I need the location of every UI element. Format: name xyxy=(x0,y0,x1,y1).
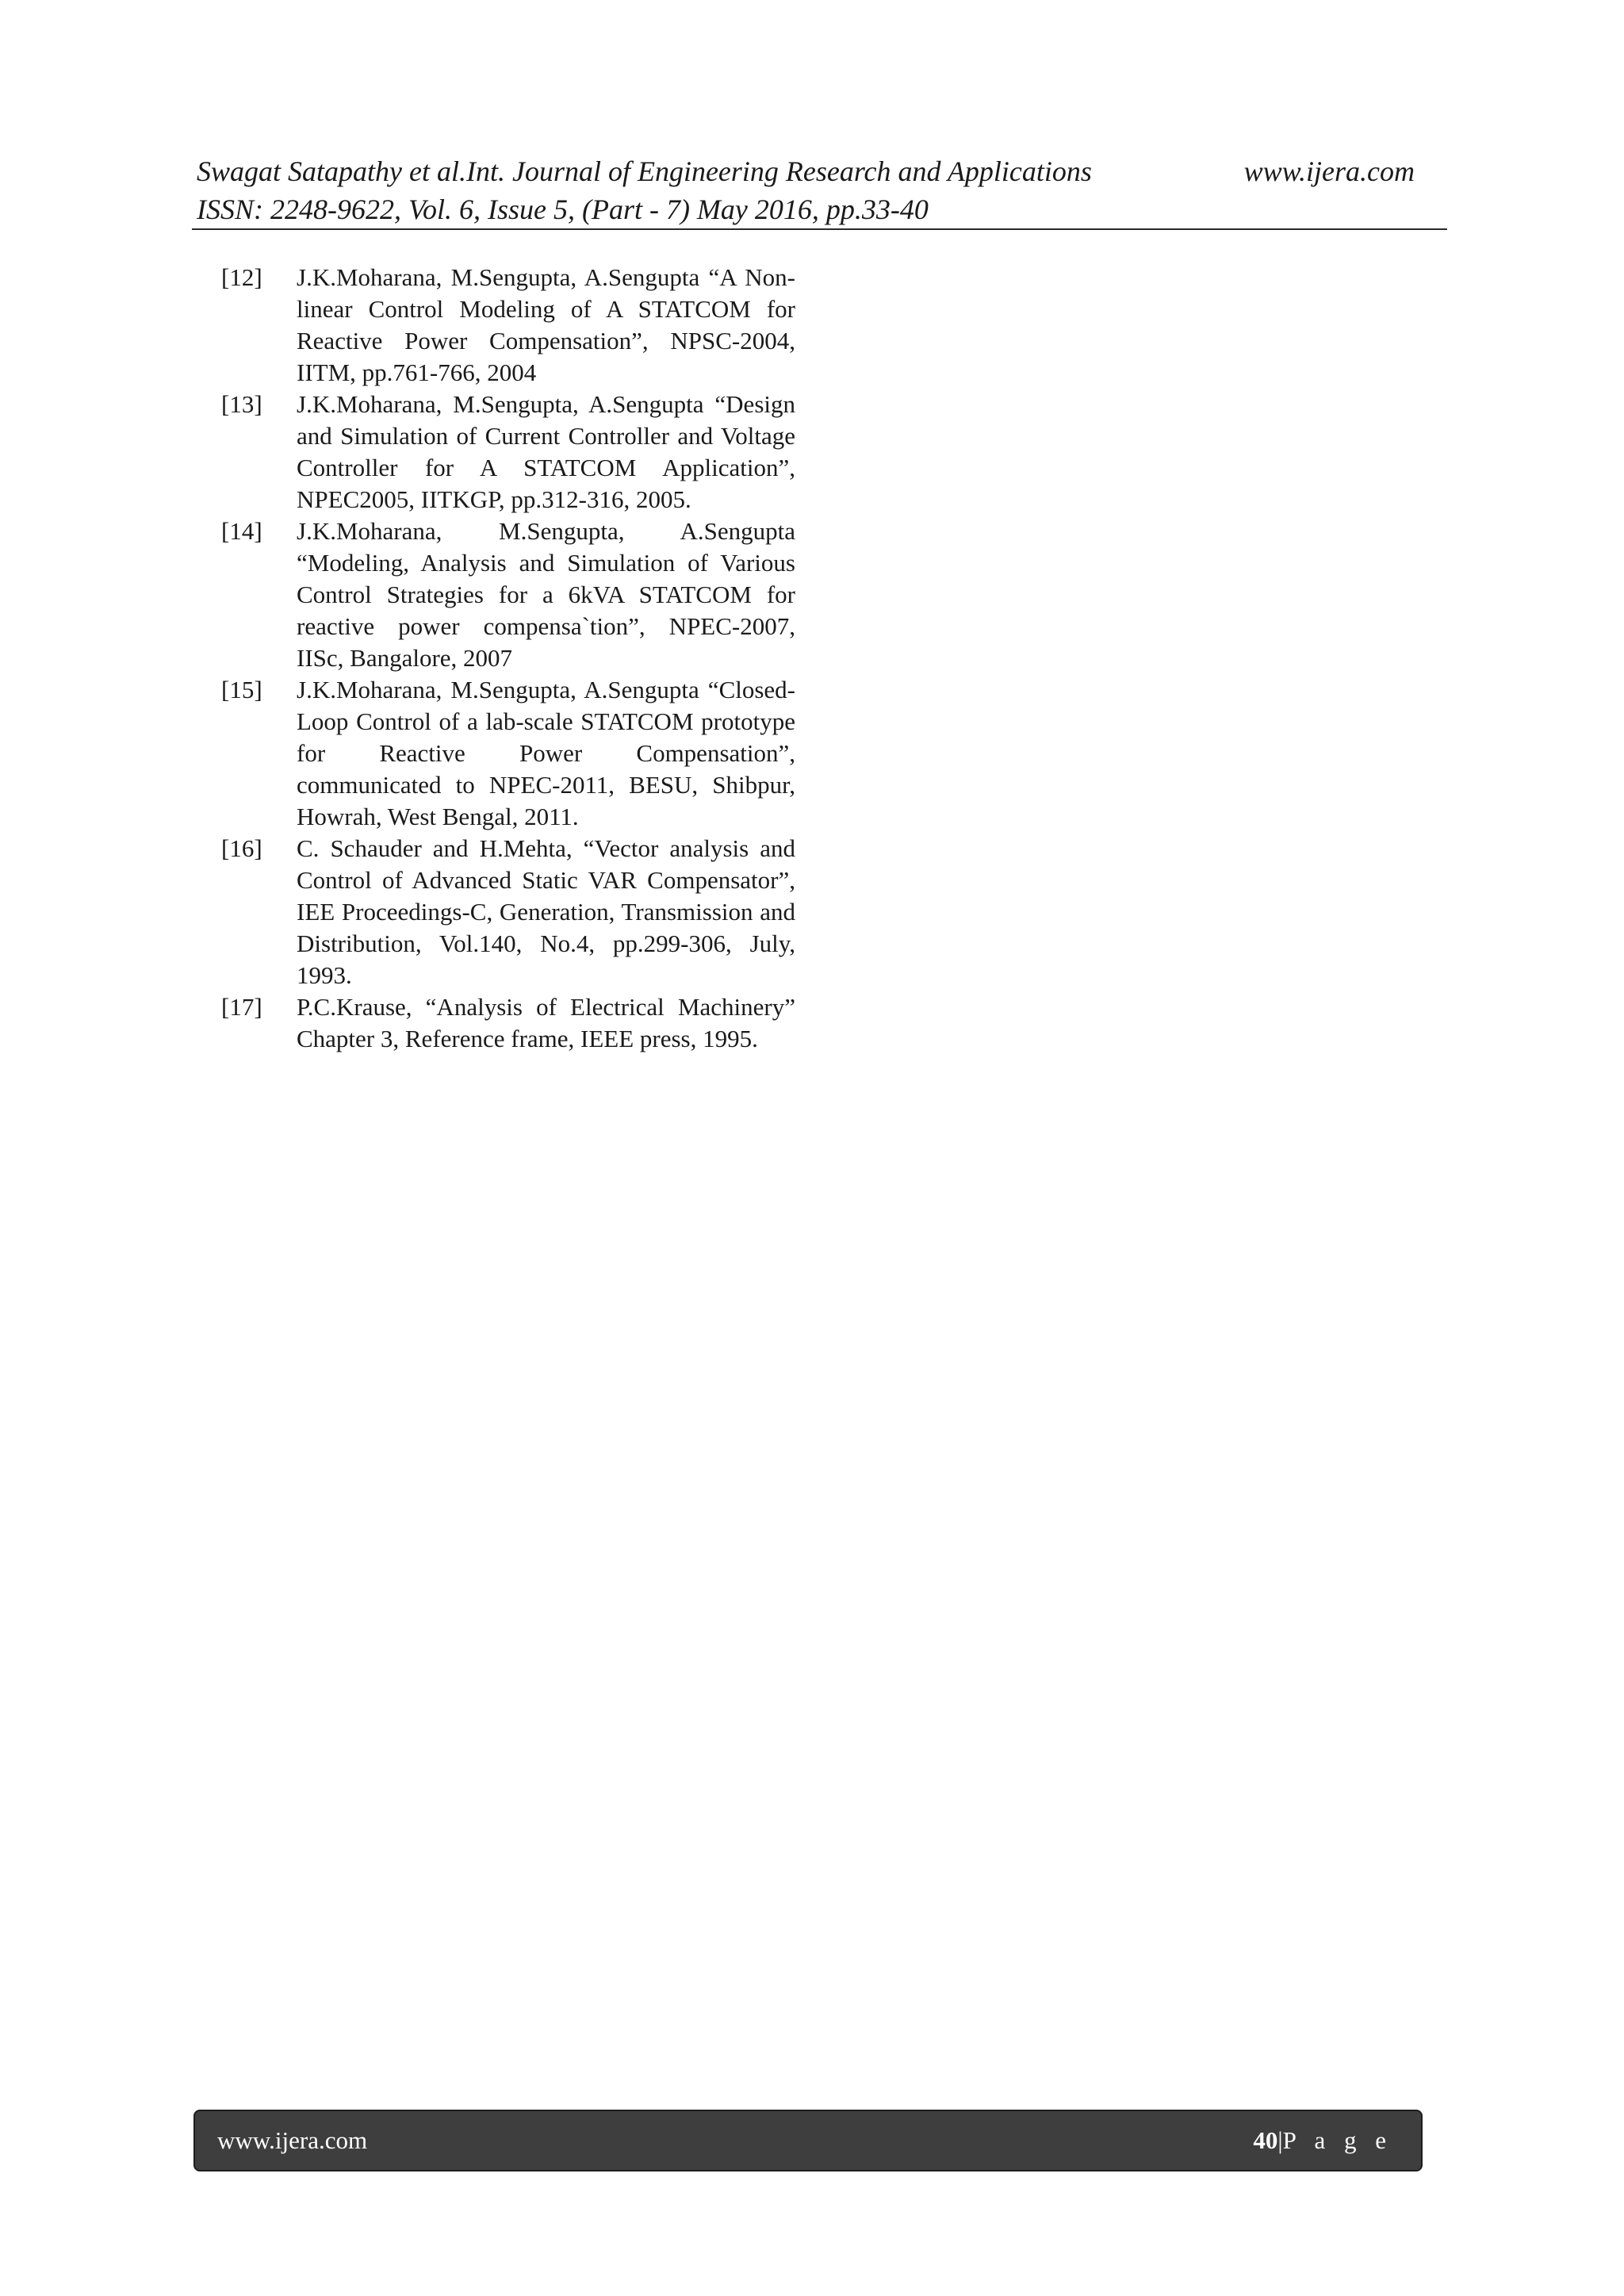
reference-item xyxy=(221,833,795,991)
reference-item xyxy=(221,516,795,674)
reference-text: J.K.Moharana, M.Sengupta, A.Sengupta “Modeling, Analysis and Simulation of Various Control Strategies for a 6kVA STATCOM for reactive power compensa`tion”, NPEC-2007, IISc, Bangalore, 2007 xyxy=(297,517,795,672)
page-number: 40 xyxy=(1253,2126,1278,2154)
reference-list xyxy=(221,262,795,1055)
reference-number: [16] xyxy=(221,834,262,862)
page-separator: | xyxy=(1277,2126,1283,2154)
page-header xyxy=(197,152,1415,228)
reference-item xyxy=(221,262,795,389)
page-indicator xyxy=(1253,2126,1392,2155)
reference-item xyxy=(221,389,795,516)
reference-number: [12] xyxy=(221,263,262,291)
issn-line: ISSN: 2248-9622, Vol. 6, Issue 5, (Part - 7) May 2016, pp.33-40 xyxy=(197,194,929,225)
journal-title: Swagat Satapathy et al.Int. Journal of Engineering Research and Applications xyxy=(197,155,1092,187)
page-label: P a g e xyxy=(1282,2126,1392,2154)
reference-text: J.K.Moharana, M.Sengupta, A.Sengupta “Closed-Loop Control of a lab-scale STATCOM prototype for Reactive Power Compensation”, communicated to NPEC-2011, BESU, Shibpur, Howrah, West Bengal, 2011. xyxy=(297,676,795,830)
reference-text: J.K.Moharana, M.Sengupta, A.Sengupta “A Non-linear Control Modeling of A STATCOM for Reactive Power Compensation”, NPSC-2004, IITM, pp.761-766, 2004 xyxy=(297,263,795,386)
header-top-line xyxy=(197,152,1415,190)
reference-number: [13] xyxy=(221,390,262,418)
reference-number: [17] xyxy=(221,993,262,1021)
reference-number: [15] xyxy=(221,676,262,703)
reference-item xyxy=(221,991,795,1055)
reference-item xyxy=(221,674,795,833)
reference-number: [14] xyxy=(221,517,262,545)
page-footer xyxy=(193,2110,1423,2171)
reference-text: C. Schauder and H.Mehta, “Vector analysis and Control of Advanced Static VAR Compensator”, IEE Proceedings-C, Generation, Transmission and Distribution, Vol.140, No.4, pp.299-306, July, 1993. xyxy=(297,834,795,989)
header-divider xyxy=(192,228,1447,230)
reference-text: J.K.Moharana, M.Sengupta, A.Sengupta “Design and Simulation of Current Controller and Voltage Controller for A STATCOM Application”, NPEC2005, IITKGP, pp.312-316, 2005. xyxy=(297,390,795,513)
reference-text: P.C.Krause, “Analysis of Electrical Machinery” Chapter 3, Reference frame, IEEE press, 1995. xyxy=(297,993,795,1052)
header-website-link[interactable]: www.ijera.com xyxy=(1243,155,1415,187)
footer-website-link[interactable]: www.ijera.com xyxy=(217,2126,368,2154)
